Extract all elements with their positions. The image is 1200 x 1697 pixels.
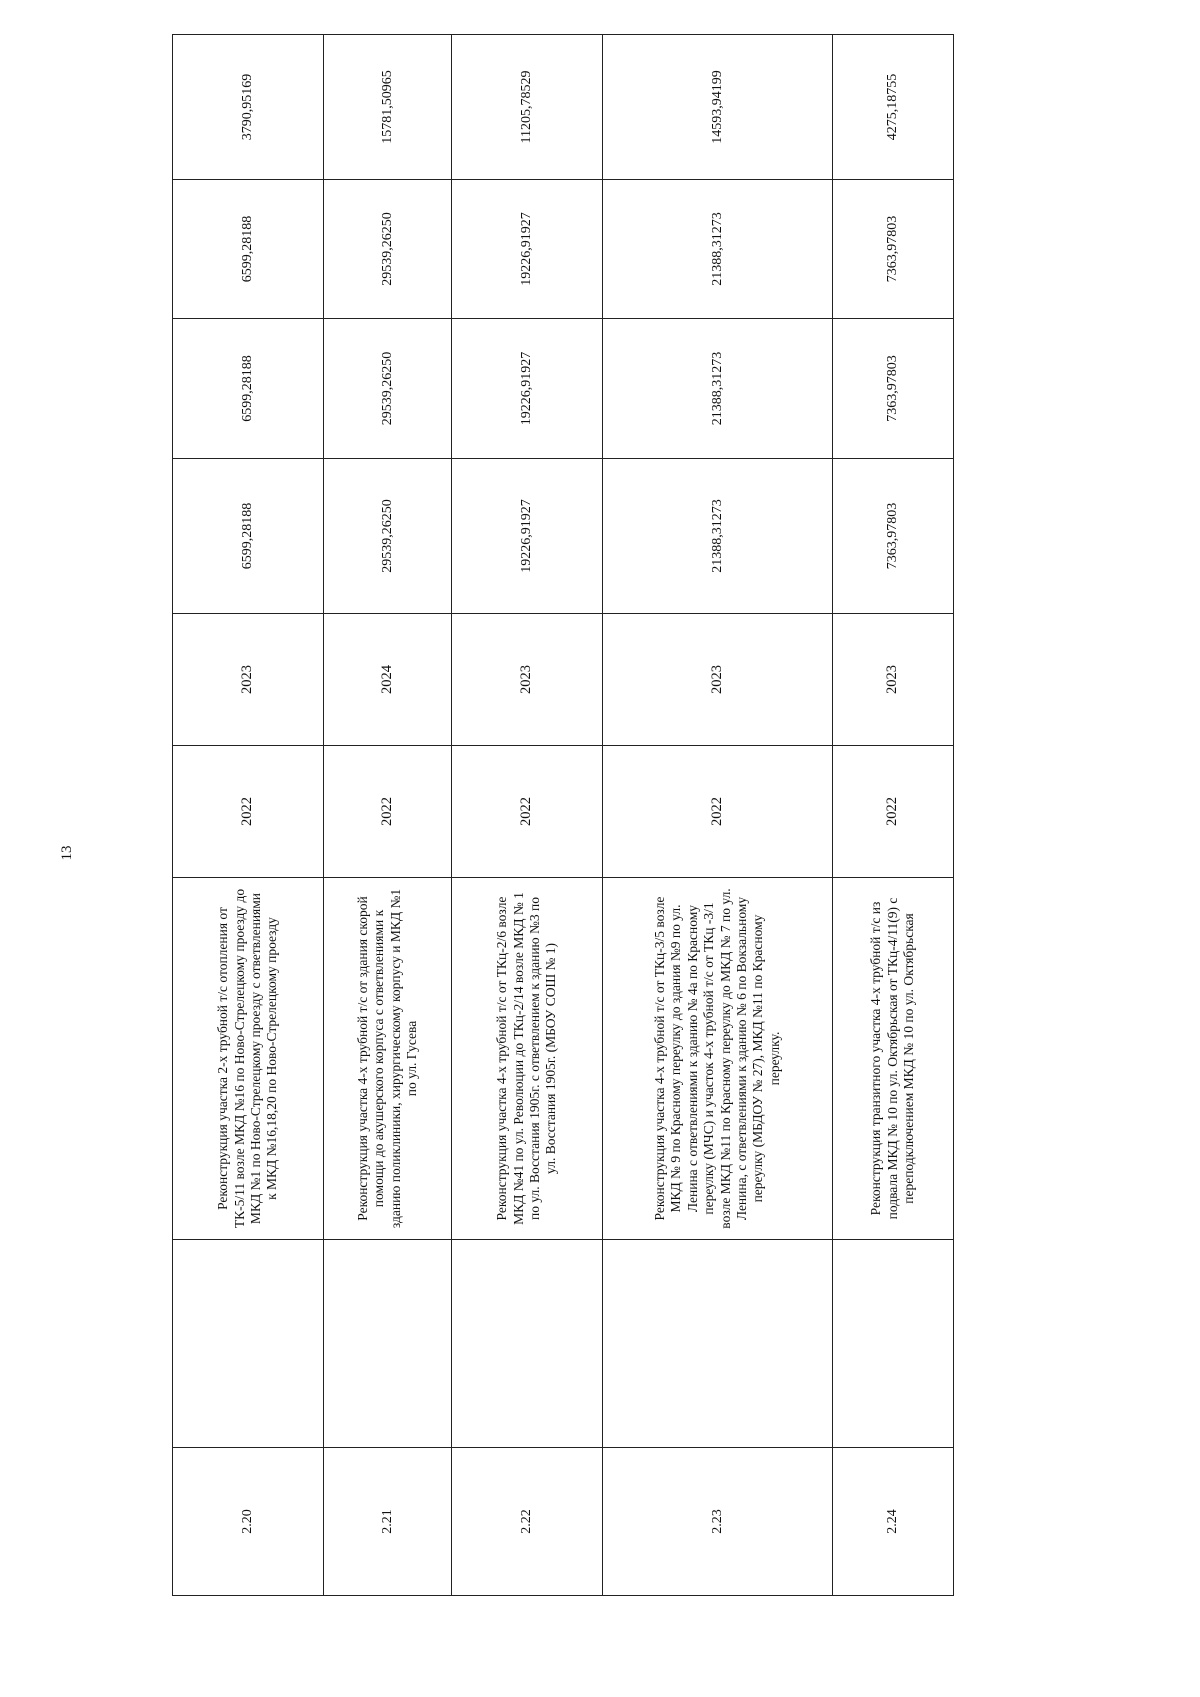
amount-cell: 6599,28188 (173, 180, 324, 319)
end-year: 2023 (603, 614, 833, 746)
start-year: 2022 (452, 746, 603, 878)
end-year: 2023 (452, 614, 603, 746)
empty-cell (833, 1240, 954, 1448)
end-year: 2023 (833, 614, 954, 746)
start-year: 2022 (173, 746, 324, 878)
amount-cell: 21388,31273 (603, 459, 833, 614)
row-number: 2.24 (833, 1448, 954, 1596)
start-year: 2022 (833, 746, 954, 878)
amount-cell: 11205,78529 (452, 35, 603, 180)
amount-cell: 19226,91927 (452, 180, 603, 319)
row-number: 2.23 (603, 1448, 833, 1596)
project-description: Реконструкция транзитного участка 4-х трубной т/с из подвала МКД № 10 по ул. Октябрьская от ТКц-4/11(9) с переподключением МКД № 10 по ул. Октябрьская (833, 878, 954, 1240)
amount-cell: 19226,91927 (452, 459, 603, 614)
amount-cell: 29539,26250 (324, 319, 452, 459)
amount-cell: 15781,50965 (324, 35, 452, 180)
end-year: 2024 (324, 614, 452, 746)
project-description: Реконструкция участка 2-х трубной т/с отопления от ТК-5/11 возле МКД №16 по Ново-Стрелецкому проезду до МКД №1 по Ново-Стрелецкому проезду с ответвлениями к МКД №16,18,20 по Ново-Стрелецкому проезду (173, 878, 324, 1240)
table-row (603, 35, 833, 1596)
table-row (452, 35, 603, 1596)
row-number: 2.22 (452, 1448, 603, 1596)
project-description: Реконструкция участка 4-х трубной т/с от ТКц-2/6 возле МКД №41 по ул. Революции до ТКц-2/14 возле МКД № 1 по ул. Восстания 1905г. с ответвлением к зданию №3 по ул. Восстания 1905г. (МБОУ СОШ № 1) (452, 878, 603, 1240)
row-number: 2.20 (173, 1448, 324, 1596)
empty-cell (452, 1240, 603, 1448)
empty-cell (603, 1240, 833, 1448)
project-description: Реконструкция участка 4-х трубной т/с от здания скорой помощи до акушерского корпуса с ответвлениями к зданию поликлиники, хирургическому корпусу и МКД №1 по ул. Гусева (324, 878, 452, 1240)
amount-cell: 6599,28188 (173, 319, 324, 459)
amount-cell: 21388,31273 (603, 180, 833, 319)
amount-cell: 7363,97803 (833, 180, 954, 319)
empty-cell (324, 1240, 452, 1448)
end-year: 2023 (173, 614, 324, 746)
amount-cell: 29539,26250 (324, 180, 452, 319)
amount-cell: 19226,91927 (452, 319, 603, 459)
amount-cell: 7363,97803 (833, 459, 954, 614)
amount-cell: 21388,31273 (603, 319, 833, 459)
project-description: Реконструкция участка 4-х трубной т/с от ТКц-3/5 возле МКД № 9 по Красному переулку до здания №9 по ул. Ленина с ответвлениями к зданию № 4а по Красному переулку (МЧС) и участок 4-х трубной т/с от ТКц -3/1 возле МКД №11 по Красному переулку до МКД № 7 по ул. Ленина, с ответвлениями к зданию № 6 по Вокзальному переулку (МБДОУ № 27), МКД №11 по Красному переулку. (603, 878, 833, 1240)
start-year: 2022 (324, 746, 452, 878)
amount-cell: 7363,97803 (833, 319, 954, 459)
table-row (324, 35, 452, 1596)
amount-cell: 6599,28188 (173, 459, 324, 614)
rotated-table-container (172, 70, 953, 1596)
investment-program-table (172, 34, 954, 1596)
start-year: 2022 (603, 746, 833, 878)
amount-cell: 3790,95169 (173, 35, 324, 180)
amount-cell: 29539,26250 (324, 459, 452, 614)
row-number: 2.21 (324, 1448, 452, 1596)
table-row (173, 35, 324, 1596)
empty-cell (173, 1240, 324, 1448)
page-number: 13 (59, 845, 75, 861)
amount-cell: 14593,94199 (603, 35, 833, 180)
table-row (833, 35, 954, 1596)
amount-cell: 4275,18755 (833, 35, 954, 180)
